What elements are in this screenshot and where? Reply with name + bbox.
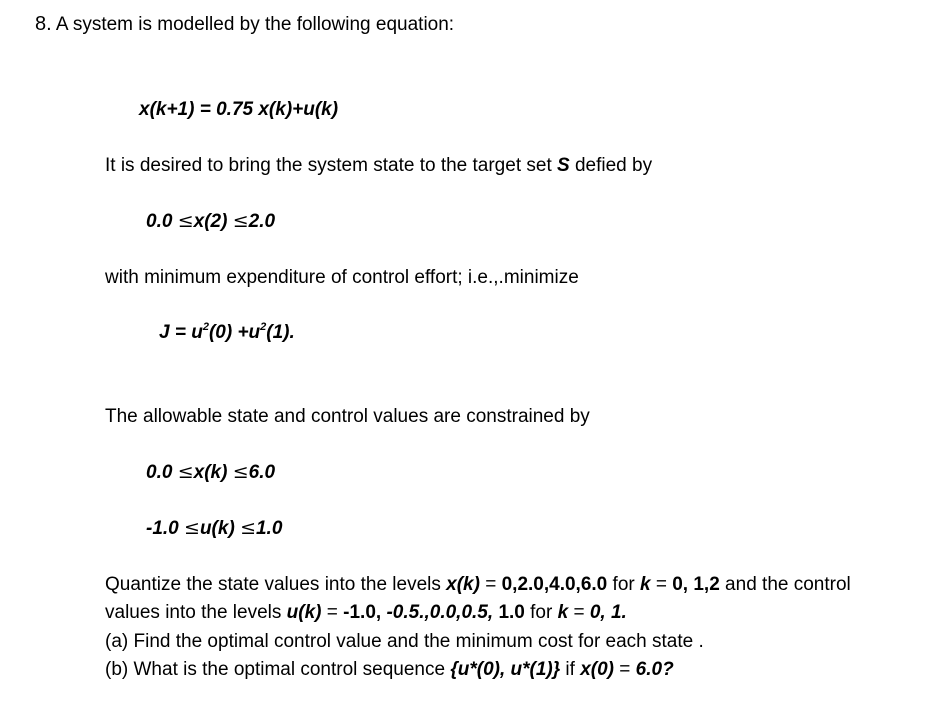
objective-statement [105, 268, 579, 287]
le-symbol: ≤ [177, 210, 194, 232]
part-b-sequence: {u*(0), u*(1)} [450, 659, 561, 680]
cost-lhs: J = u [159, 322, 203, 343]
quantize-text: = [479, 574, 502, 595]
system-equation-text: x(k+1) = 0.75 x(k)+u(k) [139, 99, 339, 120]
cost-mid: (0) +u [208, 322, 261, 343]
quantize-text: values into the levels [105, 602, 287, 623]
quantize-text: = [321, 602, 344, 623]
quantize-control-levels: 1.0 [498, 602, 525, 623]
control-var: u(k) [199, 518, 241, 539]
objective-text: with minimum expenditure of control effort; i.e.,.minimize [105, 267, 579, 288]
target-var: x(2) [193, 211, 233, 232]
part-b-text: (b) What is the optimal control sequence [105, 659, 451, 680]
quantize-text: = [568, 602, 590, 623]
target-constraint [146, 212, 275, 231]
le-symbol: ≤ [232, 461, 249, 483]
part-b-initial-state: x(0) [580, 659, 614, 680]
cost-exponent: 2 [260, 321, 267, 333]
cost-exponent: 2 [202, 321, 209, 333]
quantize-k-var: k [557, 602, 569, 623]
part-b-text: if [560, 659, 581, 680]
quantize-text: and the control [719, 574, 851, 595]
quantize-text: = [650, 574, 673, 595]
quantize-line-2 [105, 603, 627, 622]
target-text-before: It is desired to bring the system state to the target set [105, 155, 558, 176]
target-upper: 2.0 [248, 211, 276, 232]
state-lower: 0.0 [146, 462, 178, 483]
quantize-state-var: x(k) [446, 574, 480, 595]
quantize-k-values: 0, 1. [589, 602, 627, 623]
cost-function [159, 323, 295, 342]
part-b-text: = [614, 659, 636, 680]
quantize-control-levels: -1.0, [343, 602, 387, 623]
question-number: 8. [35, 13, 52, 35]
state-constraint [146, 463, 275, 482]
part-b [105, 660, 674, 679]
system-equation [139, 100, 338, 119]
quantize-text: Quantize the state values into the levels [105, 574, 447, 595]
le-symbol: ≤ [177, 461, 194, 483]
quantize-text: for [524, 602, 558, 623]
quantize-k-values: 0, 1,2 [672, 574, 720, 595]
quantize-control-levels: -0.5.,0.0,0.5, [386, 602, 499, 623]
target-statement [105, 156, 652, 175]
cost-end: (1). [266, 322, 295, 343]
target-lower: 0.0 [146, 211, 178, 232]
constraints-intro [105, 407, 590, 426]
target-set-symbol: S [557, 155, 570, 176]
quantize-control-var: u(k) [286, 602, 322, 623]
le-symbol: ≤ [184, 517, 200, 539]
control-constraint [146, 519, 282, 538]
le-symbol: ≤ [240, 517, 256, 539]
constraints-intro-text: The allowable state and control values are constrained by [105, 406, 590, 427]
question-heading [35, 14, 454, 34]
question-intro: A system is modelled by the following equation: [55, 14, 455, 35]
le-symbol: ≤ [232, 210, 249, 232]
target-text-after: defied by [569, 155, 653, 176]
control-upper: 1.0 [255, 518, 283, 539]
quantize-state-levels: 0,2.0,4.0,6.0 [501, 574, 608, 595]
state-upper: 6.0 [248, 462, 276, 483]
quantize-line-1 [105, 575, 851, 594]
part-b-initial-value: 6.0? [635, 659, 674, 680]
part-a-text: (a) Find the optimal control value and the minimum cost for each state . [105, 631, 704, 652]
quantize-text: for [607, 574, 640, 595]
part-a [105, 632, 704, 651]
quantize-k-var: k [640, 574, 651, 595]
control-lower: -1.0 [146, 518, 185, 539]
state-var: x(k) [193, 462, 233, 483]
